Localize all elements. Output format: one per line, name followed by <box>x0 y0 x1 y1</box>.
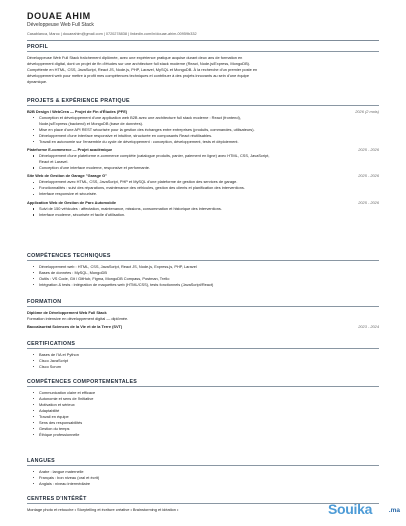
list-item: Autonomie et sens de l'initiative <box>39 396 379 402</box>
list-item: Outils : VS Code, Git / GitHub, Figma, MongoDB Compass, Postman, Trello <box>39 276 379 282</box>
list-item: Développement d'une plateforme e-commerce complète (catalogue produits, panier, paiement en ligne) avec HTML, CSS, JavaScript, React et Laravel. <box>39 153 379 165</box>
degree-title: Diplôme de Développement Web Full Stack <box>27 309 107 315</box>
profile-text: Développeuse Web Full Stack fraîchement diplômée, avec une expérience pratique acquise durant deux ans de formation en développement digital, dont un projet de fin d'études sur une architecture full stack moderne (React, Node.js/Express, MongoDB). Compétente en HTML, CSS, JavaScript, React JS, Node.js, PHP, Laravel, MySQL et MongoDB. À la recherche d'un premier poste en développement web pour mettre à profit mes compétences techniques et contribuer à des projets innovants au sein d'une équipe dynamique. <box>27 54 258 84</box>
section-title: PROFIL <box>27 44 379 52</box>
list-item: Suivi de 150 véhicules : affectation, maintenance, missions, consommation et historique des interventions. <box>39 206 379 212</box>
certifications-section <box>27 341 379 370</box>
job-headline: Développeuse Web Full Stack <box>27 22 94 28</box>
list-item: Bases de l'IA et Python <box>39 352 379 358</box>
section-title: LANGUES <box>27 458 379 466</box>
soft-skills-section <box>27 379 379 438</box>
watermark-suffix: .ma <box>388 507 400 514</box>
contact-line: Casablanca, Maroc | douaeahim@gmail.com | 0720278838 | linkedin.com/in/douae-ahim-00959b332 <box>27 32 197 36</box>
list-item: Développement web : HTML, CSS, JavaScript, React JS, Node.js, Express.js, PHP, Laravel <box>39 264 379 270</box>
list-item: Fonctionnalités : suivi des réparations, maintenance des véhicules, gestion des clients et planification des interventions. <box>39 185 379 191</box>
project-title: Application Web de Gestion de Parc Automobile <box>27 199 117 205</box>
profile-section <box>27 44 379 85</box>
interests-section <box>27 496 379 513</box>
project-dates: 2025 - 2026 <box>358 199 379 205</box>
degree-description: Formation intensive en développement digital — diplômée. <box>27 315 129 321</box>
watermark-brand: Souika <box>328 501 373 517</box>
souika-watermark-logo <box>328 501 400 521</box>
list-item: Développement d'une interface responsive et intuitive, structurée en composants React réutilisables. <box>39 133 379 139</box>
list-item: Arabe : langue maternelle <box>39 469 379 475</box>
list-item: Français : bon niveau (oral et écrit) <box>39 475 379 481</box>
list-item: Conception et développement d'une application web B2B avec une architecture full stack moderne : React (frontend), Node.js/Express (backend) et MongoDB (base de données). <box>39 115 379 127</box>
section-title: CENTRES D'INTÉRÊT <box>27 496 379 504</box>
project-entry <box>27 200 379 218</box>
projects-section <box>27 98 379 218</box>
project-title: Site Web de Gestion de Garage "Garage G" <box>27 173 107 179</box>
education-section <box>27 299 379 330</box>
list-item: Gestion du temps <box>39 426 379 432</box>
project-entry <box>27 109 379 145</box>
list-item: Adaptabilité <box>39 408 379 414</box>
languages-section <box>27 458 379 487</box>
candidate-name: DOUAE AHIM <box>27 11 91 21</box>
list-item: Conception d'une interface moderne, responsive et performante. <box>39 165 379 171</box>
list-item: Sens des responsabilités <box>39 420 379 426</box>
list-item: Travail en autonomie sur l'ensemble du cycle de développement : conception, développement, tests et déploiement. <box>39 139 379 145</box>
list-item: Travail en équipe <box>39 414 379 420</box>
list-item: Anglais : niveau intermédiaire <box>39 481 379 487</box>
header-divider <box>27 40 379 41</box>
project-dates: 2025 - 2026 <box>358 173 379 179</box>
education-entry <box>27 310 379 322</box>
project-dates: 2025 - 2026 <box>358 147 379 153</box>
list-item: Cisco JavaScript <box>39 358 379 364</box>
list-item: Interface responsive et sécurisée. <box>39 191 379 197</box>
project-dates: 2026 (2 mois) <box>355 108 379 114</box>
project-title: Plateforme E-commerce — Projet académique <box>27 147 113 153</box>
section-title: COMPÉTENCES TECHNIQUES <box>27 253 379 261</box>
list-item: Intégration & tests : intégration de maquettes web (HTML/CSS), tests fonctionnels (JavaScript/React) <box>39 282 379 288</box>
section-title: COMPÉTENCES COMPORTEMENTALES <box>27 379 379 387</box>
list-item: Motivation et sérieux <box>39 402 379 408</box>
project-title: B2B Design / WebCrea — Projet de Fin d'Études (PFE) <box>27 108 128 114</box>
list-item: Développement avec HTML, CSS, JavaScript, PHP et MySQL d'une plateforme de gestion des services de garage. <box>39 179 379 185</box>
section-title: CERTIFICATIONS <box>27 341 379 349</box>
degree-title: Baccalauréat Sciences de la Vie et de la Terre (SVT) <box>27 324 123 330</box>
project-entry <box>27 173 379 197</box>
education-entry <box>27 324 379 330</box>
section-title: PROJETS & EXPÉRIENCE PRATIQUE <box>27 98 379 106</box>
degree-dates: 2023 - 2024 <box>358 324 379 330</box>
technical-skills-section <box>27 253 379 288</box>
section-title: FORMATION <box>27 299 379 307</box>
list-item: Cisco Scrum <box>39 364 379 370</box>
interests-text: Montage photo et retouche • Storytelling et écriture créative • Brainstorming et idéation • <box>27 506 179 512</box>
list-item: Éthique professionnelle <box>39 432 379 438</box>
list-item: Interface moderne, sécurisée et facile d'utilisation. <box>39 212 379 218</box>
project-entry <box>27 147 379 171</box>
list-item: Mise en place d'une API REST sécurisée pour la gestion des échanges entre entreprises (produits, commandes, utilisateurs). <box>39 127 379 133</box>
list-item: Communication claire et efficace <box>39 390 379 396</box>
list-item: Bases de données : MySQL, MongoDB <box>39 270 379 276</box>
